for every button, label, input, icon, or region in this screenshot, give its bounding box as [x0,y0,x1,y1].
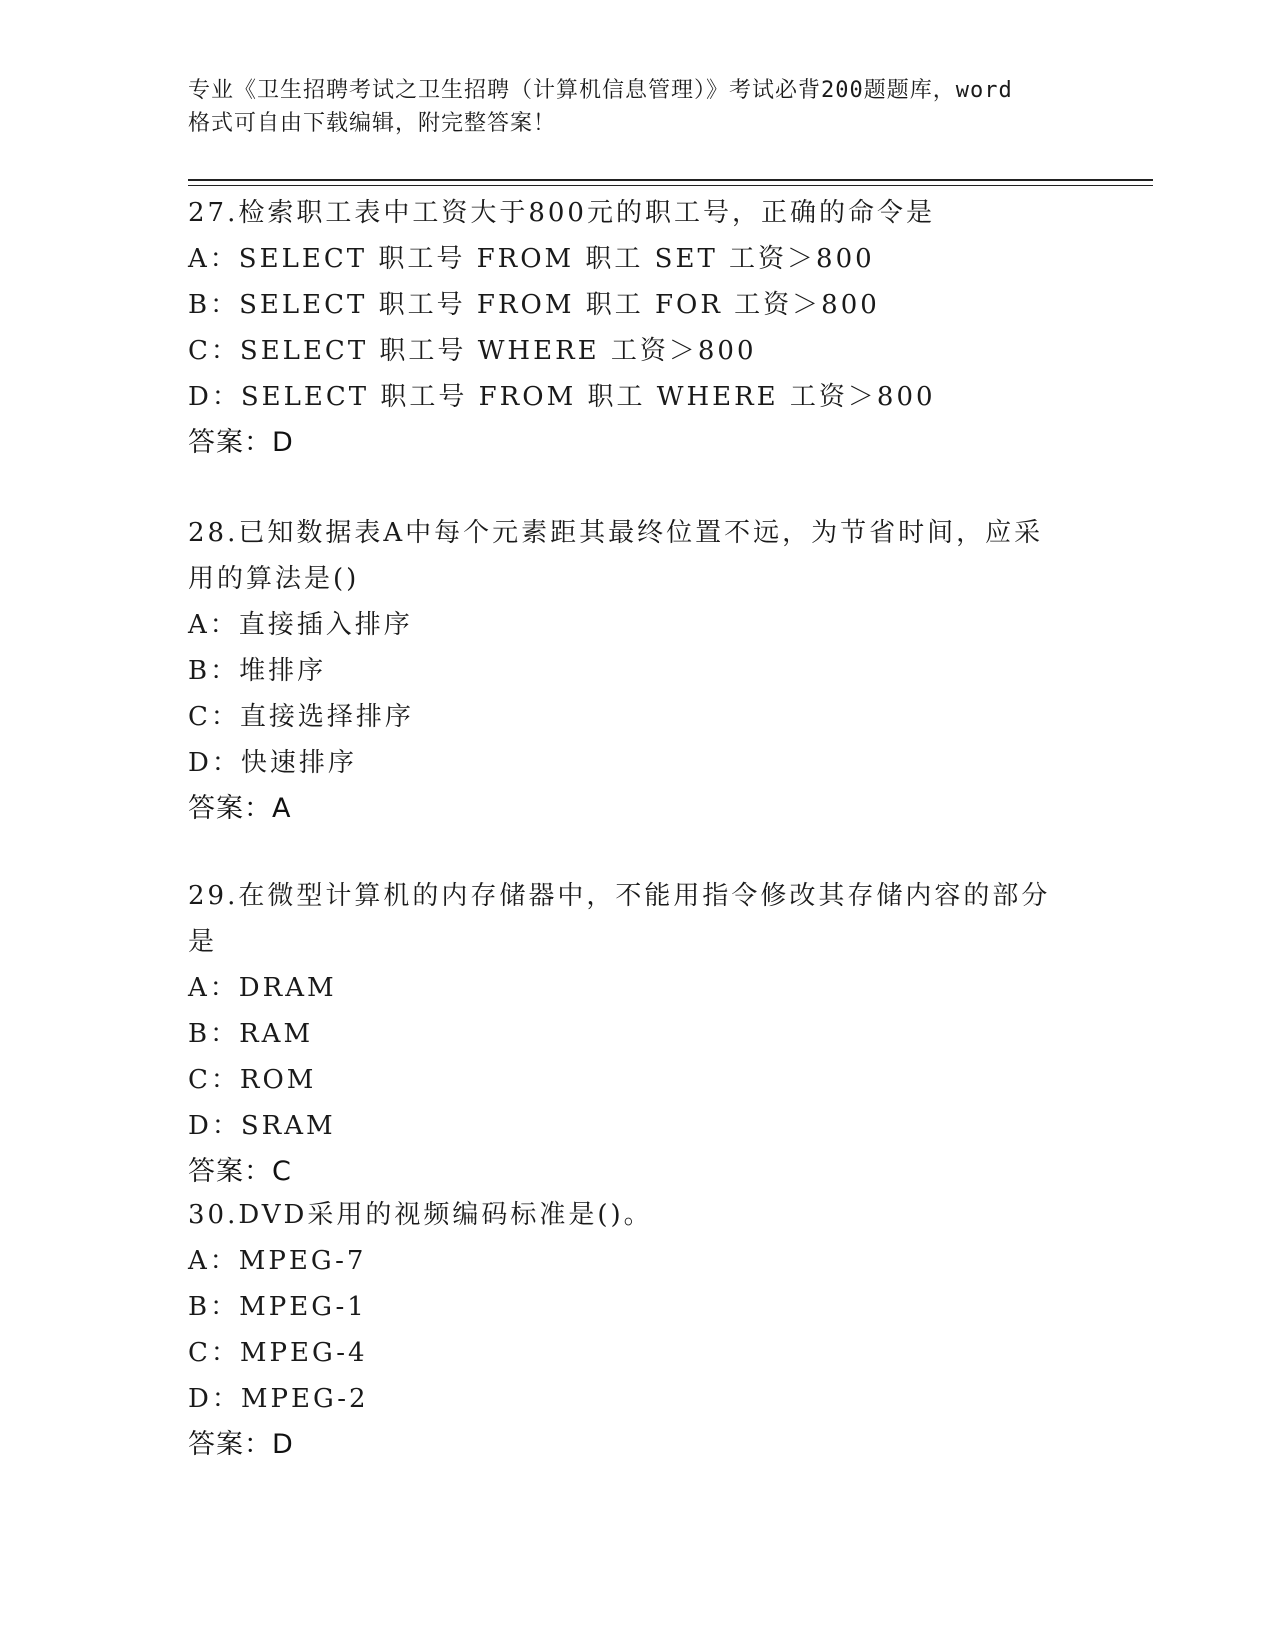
option-d: D：SELECT 职工号 FROM 职工 WHERE 工资＞800 [188,382,936,412]
question-stem: 27.检索职工表中工资大于800元的职工号，正确的命令是 [188,198,935,228]
option-b: B：MPEG-1 [188,1292,367,1322]
question-28 [188,510,1088,832]
option-d: D：快速排序 [188,748,357,778]
header-line-2: 格式可自由下载编辑，附完整答案！ [188,111,557,136]
answer-label: 答案：D [188,427,294,458]
option-a: A：MPEG-7 [188,1246,367,1276]
option-d: D：SRAM [188,1111,336,1141]
document-header [188,74,1088,140]
question-stem: 28.已知数据表A中每个元素距其最终位置不远，为节省时间，应采用的算法是() [188,518,1044,594]
question-30 [188,1192,1088,1468]
header-divider-thin [188,185,1153,186]
question-stem: 30.DVD采用的视频编码标准是()。 [188,1200,653,1230]
option-b: B：SELECT 职工号 FROM 职工 FOR 工资＞800 [188,290,880,320]
option-a: A：DRAM [188,973,337,1003]
option-a: A：直接插入排序 [188,610,413,640]
question-stem: 29.在微型计算机的内存储器中，不能用指令修改其存储内容的部分是 [188,881,1051,957]
option-c: C：SELECT 职工号 WHERE 工资＞800 [188,336,757,366]
option-c: C：MPEG-4 [188,1338,368,1368]
option-c: C：直接选择排序 [188,702,414,732]
option-c: C：ROM [188,1065,317,1095]
answer-label: 答案：C [188,1156,292,1187]
option-b: B：RAM [188,1019,314,1049]
question-29 [188,873,1088,1195]
header-divider-thick [188,179,1153,181]
header-line-1: 专业《卫生招聘考试之卫生招聘（计算机信息管理）》考试必背200题题库，word [188,78,1013,103]
question-27 [188,190,1088,466]
answer-label: 答案：A [188,793,292,824]
answer-label: 答案：D [188,1429,294,1460]
option-b: B：堆排序 [188,656,327,686]
option-d: D：MPEG-2 [188,1384,369,1414]
option-a: A：SELECT 职工号 FROM 职工 SET 工资＞800 [188,244,875,274]
